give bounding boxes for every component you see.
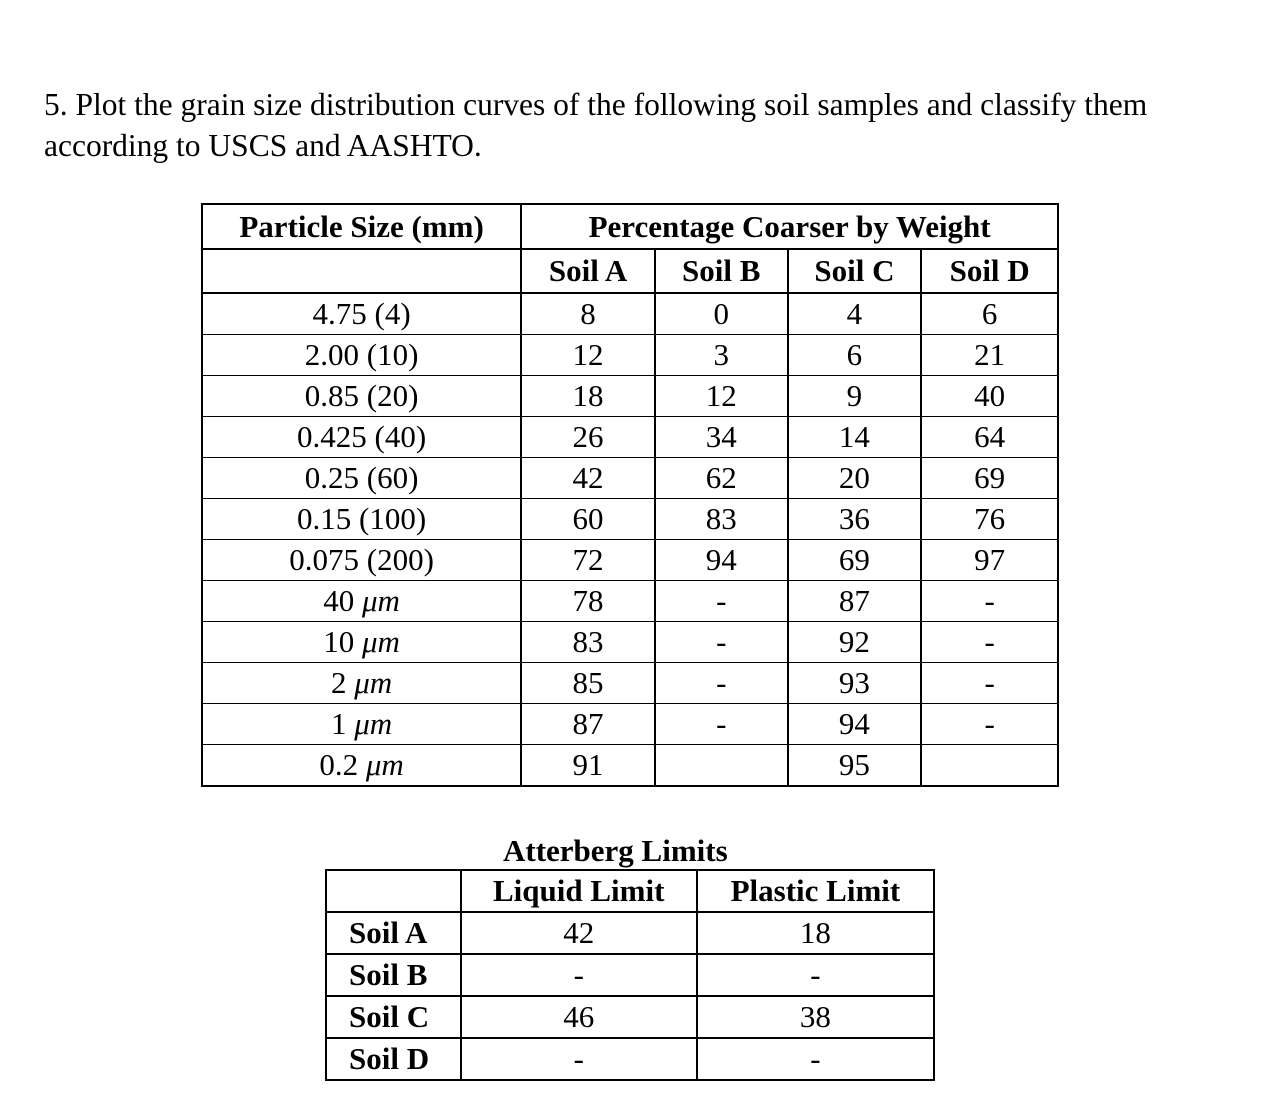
percent-coarser-cell: 12 bbox=[521, 335, 655, 376]
percent-coarser-cell: 42 bbox=[521, 458, 655, 499]
percent-coarser-cell: 3 bbox=[655, 335, 788, 376]
particle-size-unit: μm bbox=[362, 624, 400, 659]
percent-coarser-cell bbox=[921, 745, 1058, 787]
particle-size-value: 0.2 bbox=[319, 747, 366, 782]
particle-size-value: 0.425 (40) bbox=[297, 419, 427, 454]
particle-size-header: Particle Size (mm) bbox=[202, 204, 521, 249]
atterberg-blank-header bbox=[326, 870, 461, 912]
liquid-limit-cell: - bbox=[461, 954, 697, 996]
particle-size-cell bbox=[202, 704, 521, 745]
percentage-coarser-header: Percentage Coarser by Weight bbox=[521, 204, 1058, 249]
atterberg-table bbox=[325, 869, 935, 1081]
percent-coarser-cell: 6 bbox=[788, 335, 922, 376]
particle-size-unit: μm bbox=[354, 706, 393, 741]
soil-d-header: Soil D bbox=[921, 249, 1058, 293]
percent-coarser-cell: 83 bbox=[521, 622, 655, 663]
particle-size-value: 2 bbox=[331, 665, 355, 700]
soil-c-header: Soil C bbox=[788, 249, 922, 293]
percent-coarser-cell: 83 bbox=[655, 499, 788, 540]
percent-coarser-cell: 14 bbox=[788, 417, 922, 458]
particle-size-cell bbox=[202, 458, 521, 499]
grain-size-table bbox=[201, 203, 1059, 787]
percent-coarser-cell: 91 bbox=[521, 745, 655, 787]
percent-coarser-cell: 72 bbox=[521, 540, 655, 581]
percent-coarser-cell: 76 bbox=[921, 499, 1058, 540]
percent-coarser-cell: - bbox=[655, 663, 788, 704]
question-text: 5. Plot the grain size distribution curves of the following soil samples and classify them according to USCS and AASHTO. bbox=[44, 87, 1148, 163]
percent-coarser-cell: - bbox=[921, 622, 1058, 663]
plastic-limit-cell: - bbox=[697, 954, 934, 996]
percent-coarser-cell: 87 bbox=[521, 704, 655, 745]
percent-coarser-cell: 6 bbox=[921, 293, 1058, 335]
percent-coarser-cell: 69 bbox=[921, 458, 1058, 499]
soil-a-header: Soil A bbox=[521, 249, 655, 293]
particle-size-value: 4.75 (4) bbox=[312, 296, 411, 331]
liquid-limit-cell: 46 bbox=[461, 996, 697, 1038]
particle-size-value: 10 bbox=[323, 624, 362, 659]
plastic-limit-cell: 18 bbox=[697, 912, 934, 954]
percent-coarser-cell: 92 bbox=[788, 622, 922, 663]
plastic-limit-header: Plastic Limit bbox=[697, 870, 934, 912]
particle-size-cell bbox=[202, 293, 521, 335]
table-row bbox=[326, 954, 934, 996]
particle-size-value: 0.15 (100) bbox=[297, 501, 427, 536]
particle-size-subheader-blank bbox=[202, 249, 521, 293]
soil-label-cell: Soil B bbox=[326, 954, 461, 996]
particle-size-cell bbox=[202, 417, 521, 458]
particle-size-cell bbox=[202, 376, 521, 417]
liquid-limit-cell: - bbox=[461, 1038, 697, 1080]
plastic-limit-cell: 38 bbox=[697, 996, 934, 1038]
particle-size-cell bbox=[202, 499, 521, 540]
percent-coarser-cell: 4 bbox=[788, 293, 922, 335]
table-row bbox=[202, 745, 1058, 787]
percent-coarser-cell: 26 bbox=[521, 417, 655, 458]
particle-size-cell bbox=[202, 622, 521, 663]
particle-size-value: 0.85 (20) bbox=[304, 378, 419, 413]
table-row bbox=[202, 663, 1058, 704]
percent-coarser-cell: 34 bbox=[655, 417, 788, 458]
particle-size-cell bbox=[202, 335, 521, 376]
table-row bbox=[202, 335, 1058, 376]
plastic-limit-cell: - bbox=[697, 1038, 934, 1080]
table-row bbox=[326, 996, 934, 1038]
percent-coarser-cell: 94 bbox=[655, 540, 788, 581]
percent-coarser-cell: 94 bbox=[788, 704, 922, 745]
table-row bbox=[202, 622, 1058, 663]
atterberg-title: Atterberg Limits bbox=[503, 833, 728, 868]
table-row bbox=[326, 1038, 934, 1080]
particle-size-value: 1 bbox=[331, 706, 355, 741]
percent-coarser-cell: 8 bbox=[521, 293, 655, 335]
percent-coarser-cell: 20 bbox=[788, 458, 922, 499]
percent-coarser-cell: 97 bbox=[921, 540, 1058, 581]
percent-coarser-cell: - bbox=[655, 581, 788, 622]
percent-coarser-cell: 18 bbox=[521, 376, 655, 417]
percent-coarser-cell bbox=[655, 745, 788, 787]
percent-coarser-cell: - bbox=[921, 581, 1058, 622]
table-row bbox=[326, 912, 934, 954]
table-row bbox=[202, 417, 1058, 458]
percent-coarser-cell: 0 bbox=[655, 293, 788, 335]
liquid-limit-cell: 42 bbox=[461, 912, 697, 954]
table-row bbox=[202, 458, 1058, 499]
particle-size-value: 0.075 (200) bbox=[289, 542, 434, 577]
soil-label-cell: Soil C bbox=[326, 996, 461, 1038]
table-row bbox=[202, 540, 1058, 581]
percent-coarser-cell: 62 bbox=[655, 458, 788, 499]
percent-coarser-cell: 85 bbox=[521, 663, 655, 704]
percent-coarser-cell: - bbox=[921, 704, 1058, 745]
table-row bbox=[202, 581, 1058, 622]
percent-coarser-cell: - bbox=[655, 622, 788, 663]
percent-coarser-cell: 36 bbox=[788, 499, 922, 540]
soil-label-cell: Soil D bbox=[326, 1038, 461, 1080]
particle-size-cell bbox=[202, 540, 521, 581]
percent-coarser-cell: 87 bbox=[788, 581, 922, 622]
table-row bbox=[202, 293, 1058, 335]
particle-size-value: 2.00 (10) bbox=[304, 337, 419, 372]
particle-size-cell bbox=[202, 663, 521, 704]
percent-coarser-cell: 60 bbox=[521, 499, 655, 540]
percent-coarser-cell: 40 bbox=[921, 376, 1058, 417]
soil-label-cell: Soil A bbox=[326, 912, 461, 954]
percent-coarser-cell: 78 bbox=[521, 581, 655, 622]
particle-size-cell bbox=[202, 745, 521, 787]
particle-size-unit: μm bbox=[354, 665, 393, 700]
soil-b-header: Soil B bbox=[655, 249, 788, 293]
particle-size-cell bbox=[202, 581, 521, 622]
percent-coarser-cell: 9 bbox=[788, 376, 922, 417]
percent-coarser-cell: 69 bbox=[788, 540, 922, 581]
percent-coarser-cell: 21 bbox=[921, 335, 1058, 376]
percent-coarser-cell: 12 bbox=[655, 376, 788, 417]
liquid-limit-header: Liquid Limit bbox=[461, 870, 697, 912]
particle-size-value: 40 bbox=[323, 583, 362, 618]
particle-size-value: 0.25 (60) bbox=[304, 460, 419, 495]
percent-coarser-cell: 95 bbox=[788, 745, 922, 787]
percent-coarser-cell: - bbox=[921, 663, 1058, 704]
table-row bbox=[202, 499, 1058, 540]
particle-size-unit: μm bbox=[365, 747, 404, 782]
table-row bbox=[202, 704, 1058, 745]
percent-coarser-cell: 93 bbox=[788, 663, 922, 704]
percent-coarser-cell: 64 bbox=[921, 417, 1058, 458]
particle-size-unit: μm bbox=[362, 583, 400, 618]
table-row bbox=[202, 376, 1058, 417]
percent-coarser-cell: - bbox=[655, 704, 788, 745]
